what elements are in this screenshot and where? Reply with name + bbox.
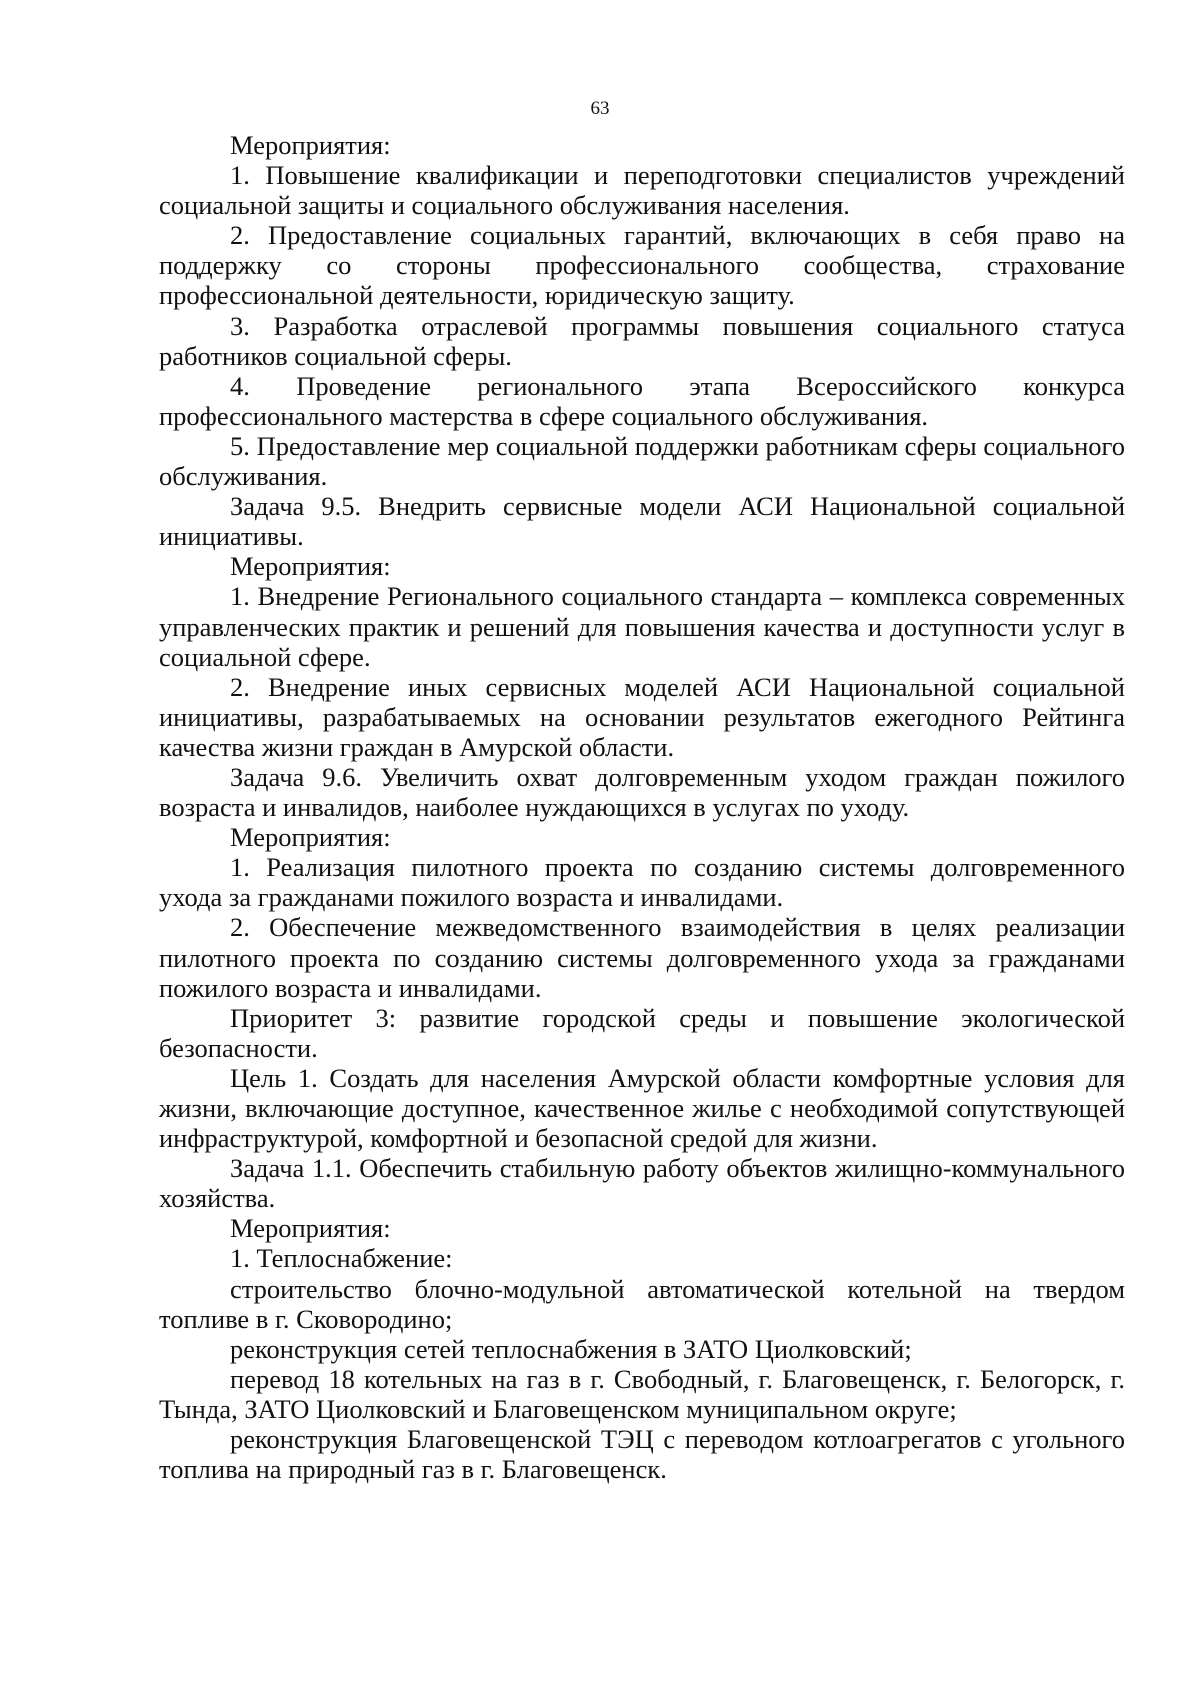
paragraph-event-interagency: 2. Обеспечение межведомственного взаимодействия в целях реализации пилотного проекта по созданию системы долговременного ухода за гражданами пожилого возраста и инвалидами. bbox=[159, 912, 1125, 1003]
paragraph-task-9-6: Задача 9.6. Увеличить охват долговременным уходом граждан пожилого возраста и инвалидов, наиболее нуждающихся в услугах по уходу. bbox=[159, 761, 1125, 823]
paragraph-events-heading-4: Мероприятия: bbox=[230, 1213, 391, 1244]
paragraph-event-3-program: 3. Разработка отраслевой программы повышения социального статуса работников социальной сферы. bbox=[159, 310, 1125, 371]
paragraph-task-1-1: Задача 1.1. Обеспечить стабильную работу объектов жилищно-коммунального хозяйства. bbox=[159, 1153, 1125, 1214]
paragraph-task-9-5: Задача 9.5. Внедрить сервисные модели АСИ Национальной социальной инициативы. bbox=[159, 491, 1125, 552]
paragraph-event-4-contest: 4. Проведение регионального этапа Всероссийского конкурса профессионального мастерства в сфере социального обслуживания. bbox=[159, 370, 1125, 431]
paragraph-event-5-support: 5. Предоставление мер социальной поддержки работникам сферы социального обслуживания. bbox=[159, 430, 1125, 492]
paragraph-event-1-qualification: 1. Повышение квалификации и переподготовки специалистов учреждений социальной защиты и социального обслуживания населения. bbox=[159, 160, 1125, 221]
paragraph-event-pilot-project: 1. Реализация пилотного проекта по созданию системы долговременного ухода за гражданами пожилого возраста и инвалидами. bbox=[159, 852, 1125, 913]
paragraph-chp-reconstruction: реконструкция Благовещенской ТЭЦ с переводом котлоагрегатов с угольного топлива на природный газ в г. Благовещенск. bbox=[159, 1424, 1125, 1485]
paragraph-events-heading-1: Мероприятия: bbox=[230, 130, 391, 160]
paragraph-heat-supply: 1. Теплоснабжение: bbox=[230, 1243, 453, 1274]
paragraph-priority-3: Приоритет 3: развитие городской среды и повышение экологической безопасности. bbox=[159, 1002, 1125, 1063]
paragraph-event-service-models: 2. Внедрение иных сервисных моделей АСИ Национальной социальной инициативы, разрабатываемых на основании результатов ежегодного Рейтинга качества жизни граждан в Амурской области. bbox=[159, 671, 1125, 762]
paragraph-goal-1: Цель 1. Создать для населения Амурской области комфортные условия для жизни, включающие доступное, качественное жилье с необходимой сопутствующей инфраструктурой, комфортной и безопасной средой для жизни. bbox=[159, 1062, 1125, 1154]
paragraph-event-regional-standard: 1. Внедрение Регионального социального стандарта – комплекса современных управленческих практик и решений для повышения качества и доступности услуг в социальной сфере. bbox=[159, 581, 1125, 672]
document-body bbox=[159, 130, 1125, 1484]
paragraph-events-heading-2: Мероприятия: bbox=[230, 551, 391, 582]
page-number: 63 bbox=[590, 98, 610, 119]
paragraph-gas-conversion: перевод 18 котельных на газ в г. Свободный, г. Благовещенск, г. Белогорск, г. Тында, ЗАТО Циолковский и Благовещенском муниципальном округе; bbox=[159, 1363, 1125, 1424]
paragraph-network-reconstruction: реконструкция сетей теплоснабжения в ЗАТО Циолковский; bbox=[230, 1333, 912, 1364]
paragraph-event-2-guarantees: 2. Предоставление социальных гарантий, включающих в себя право на поддержку со стороны профессионального сообщества, страхование профессиональной деятельности, юридическую защиту. bbox=[159, 220, 1125, 311]
paragraph-boiler-construction: строительство блочно-модульной автоматической котельной на твердом топливе в г. Сковородино; bbox=[159, 1273, 1125, 1334]
paragraph-events-heading-3: Мероприятия: bbox=[230, 822, 391, 853]
